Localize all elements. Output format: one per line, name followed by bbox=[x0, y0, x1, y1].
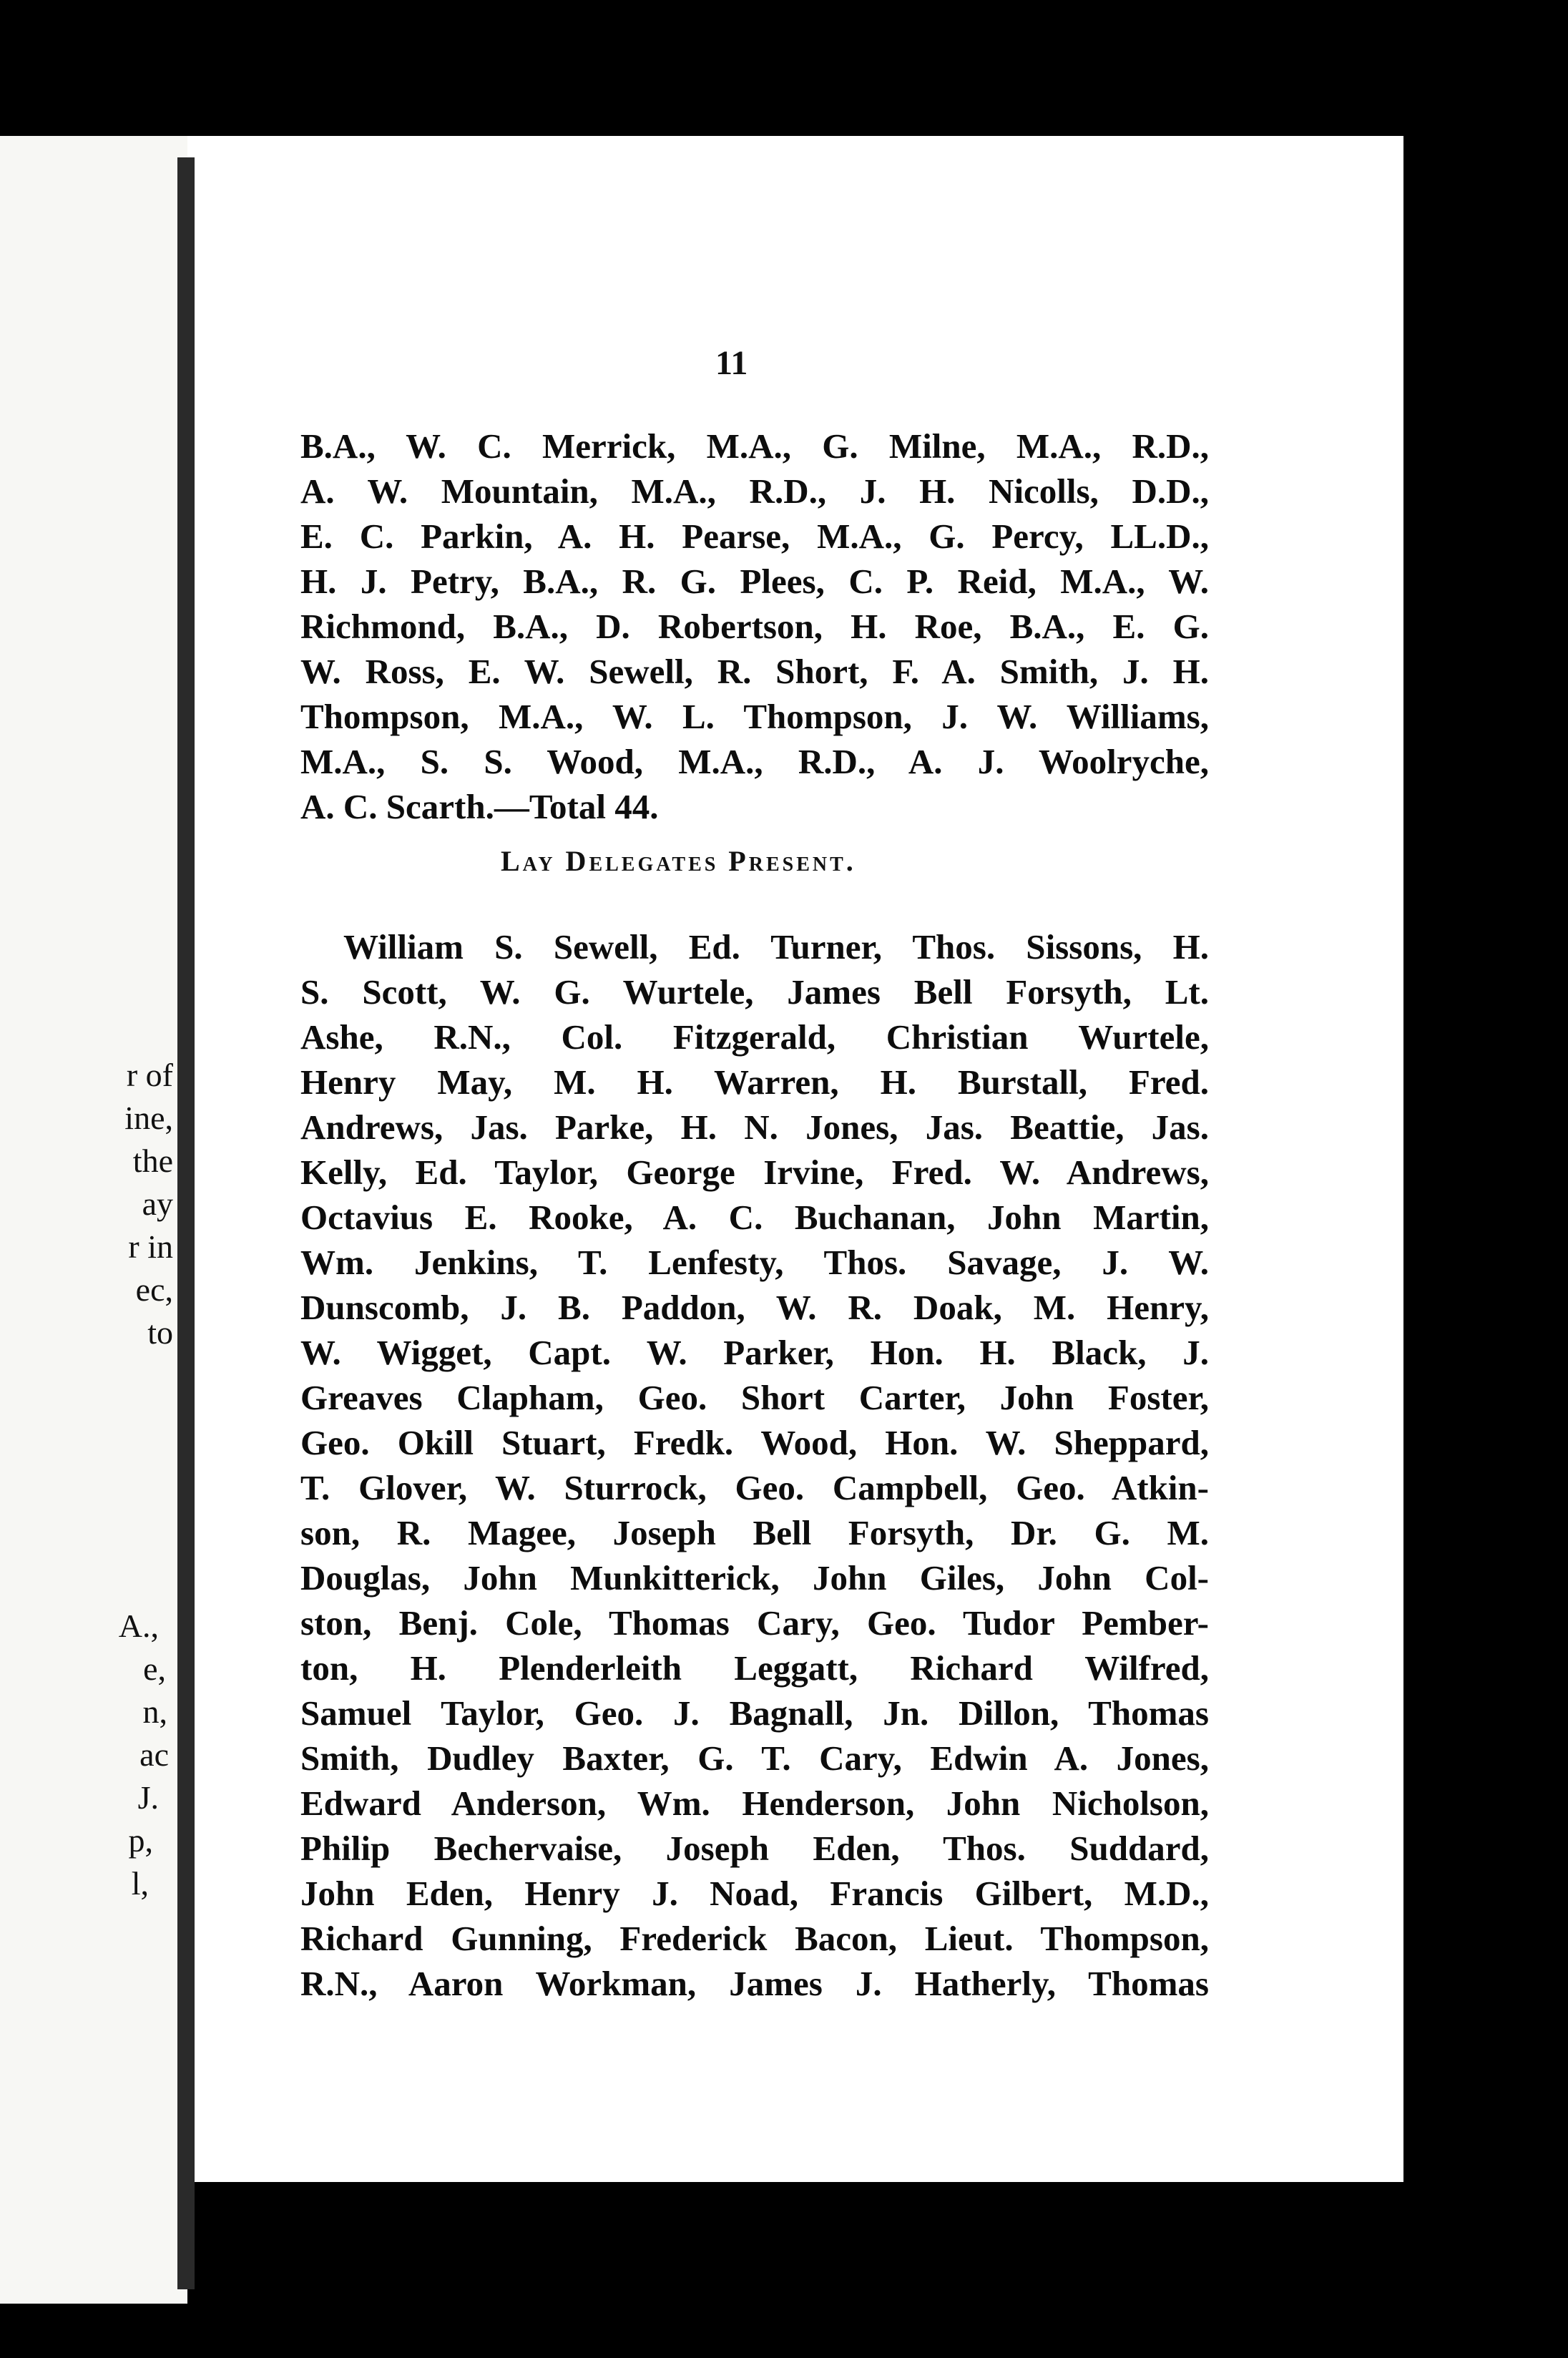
page-number: 11 bbox=[715, 344, 748, 382]
text-line: Geo. Okill Stuart, Fredk. Wood, Hon. W. Sheppard, bbox=[300, 1423, 1209, 1462]
text-line: Smith, Dudley Baxter, G. T. Cary, Edwin A. Jones, bbox=[300, 1738, 1209, 1778]
facing-fragment: r of bbox=[126, 1057, 173, 1093]
text-line: Andrews, Jas. Parke, H. N. Jones, Jas. Beattie, Jas. bbox=[300, 1107, 1209, 1147]
facing-fragment: p, bbox=[128, 1822, 153, 1859]
facing-fragment: ec, bbox=[135, 1271, 173, 1308]
facing-fragment: ac bbox=[139, 1736, 169, 1773]
text-line: ton, H. Plenderleith Leggatt, Richard Wilfred, bbox=[300, 1648, 1209, 1688]
text-line: ston, Benj. Cole, Thomas Cary, Geo. Tudor Pember- bbox=[300, 1603, 1209, 1643]
facing-fragment: l, bbox=[131, 1865, 149, 1902]
text-line: Henry May, M. H. Warren, H. Burstall, Fred. bbox=[300, 1062, 1209, 1102]
page-gutter bbox=[177, 157, 195, 2289]
text-line: T. Glover, W. Sturrock, Geo. Campbell, Geo. Atkin- bbox=[300, 1468, 1209, 1507]
facing-fragment: the bbox=[132, 1143, 173, 1179]
text-line: Douglas, John Munkitterick, John Giles, John Col- bbox=[300, 1558, 1209, 1598]
lay-delegates-list bbox=[300, 924, 1209, 2006]
text-line: Thompson, M.A., W. L. Thompson, J. W. Williams, bbox=[300, 697, 1209, 736]
text-line: son, R. Magee, Joseph Bell Forsyth, Dr. G. M. bbox=[300, 1513, 1209, 1552]
text-line: Richard Gunning, Frederick Bacon, Lieut. Thompson, bbox=[300, 1919, 1209, 1958]
text-line: Greaves Clapham, Geo. Short Carter, John Foster, bbox=[300, 1378, 1209, 1417]
text-line: Kelly, Ed. Taylor, George Irvine, Fred. W. Andrews, bbox=[300, 1153, 1209, 1192]
facing-fragment: to bbox=[147, 1314, 173, 1351]
text-line: M.A., S. S. Wood, M.A., R.D., A. J. Woolryche, bbox=[300, 742, 1209, 781]
text-line: W. Ross, E. W. Sewell, R. Short, F. A. Smith, J. H. bbox=[300, 652, 1209, 691]
text-line: R.N., Aaron Workman, James J. Hatherly, Thomas bbox=[300, 1964, 1209, 2003]
text-line: Ashe, R.N., Col. Fitzgerald, Christian Wurtele, bbox=[300, 1017, 1209, 1057]
section-heading: Lay Delegates Present. bbox=[501, 845, 856, 877]
facing-fragment: e, bbox=[143, 1650, 166, 1687]
text-line: Samuel Taylor, Geo. J. Bagnall, Jn. Dillon, Thomas bbox=[300, 1693, 1209, 1733]
text-line: A. C. Scarth.—Total 44. bbox=[300, 787, 659, 826]
facing-fragment: J. bbox=[137, 1779, 159, 1816]
facing-fragment: A., bbox=[118, 1608, 159, 1644]
text-line: S. Scott, W. G. Wurtele, James Bell Forsyth, Lt. bbox=[300, 972, 1209, 1012]
text-line: Octavius E. Rooke, A. C. Buchanan, John Martin, bbox=[300, 1198, 1209, 1237]
facing-fragment: ine, bbox=[124, 1100, 173, 1136]
facing-fragment: n, bbox=[142, 1693, 167, 1730]
facing-fragment: ay bbox=[142, 1185, 173, 1222]
facing-page-text-fragments bbox=[0, 136, 187, 2304]
facing-page bbox=[0, 136, 187, 2304]
text-line: William S. Sewell, Ed. Turner, Thos. Sissons, H. bbox=[343, 927, 1209, 967]
text-line: John Eden, Henry J. Noad, Francis Gilbert, M.D., bbox=[300, 1874, 1209, 1913]
text-line: A. W. Mountain, M.A., R.D., J. H. Nicolls, D.D., bbox=[300, 471, 1209, 511]
text-line: Richmond, B.A., D. Robertson, H. Roe, B.A., E. G. bbox=[300, 607, 1209, 646]
text-line: W. Wigget, Capt. W. Parker, Hon. H. Black, J. bbox=[300, 1333, 1209, 1372]
clergy-list bbox=[300, 424, 1209, 829]
facing-fragment: r in bbox=[128, 1228, 173, 1265]
text-line: Dunscomb, J. B. Paddon, W. R. Doak, M. Henry, bbox=[300, 1288, 1209, 1327]
text-line: E. C. Parkin, A. H. Pearse, M.A., G. Percy, LL.D., bbox=[300, 517, 1209, 556]
text-line: H. J. Petry, B.A., R. G. Plees, C. P. Reid, M.A., W. bbox=[300, 562, 1209, 601]
text-line: B.A., W. C. Merrick, M.A., G. Milne, M.A., R.D., bbox=[300, 426, 1209, 466]
text-line: Edward Anderson, Wm. Henderson, John Nicholson, bbox=[300, 1784, 1209, 1823]
text-line: Philip Bechervaise, Joseph Eden, Thos. Suddard, bbox=[300, 1829, 1209, 1868]
text-line: Wm. Jenkins, T. Lenfesty, Thos. Savage, J. W. bbox=[300, 1243, 1209, 1282]
